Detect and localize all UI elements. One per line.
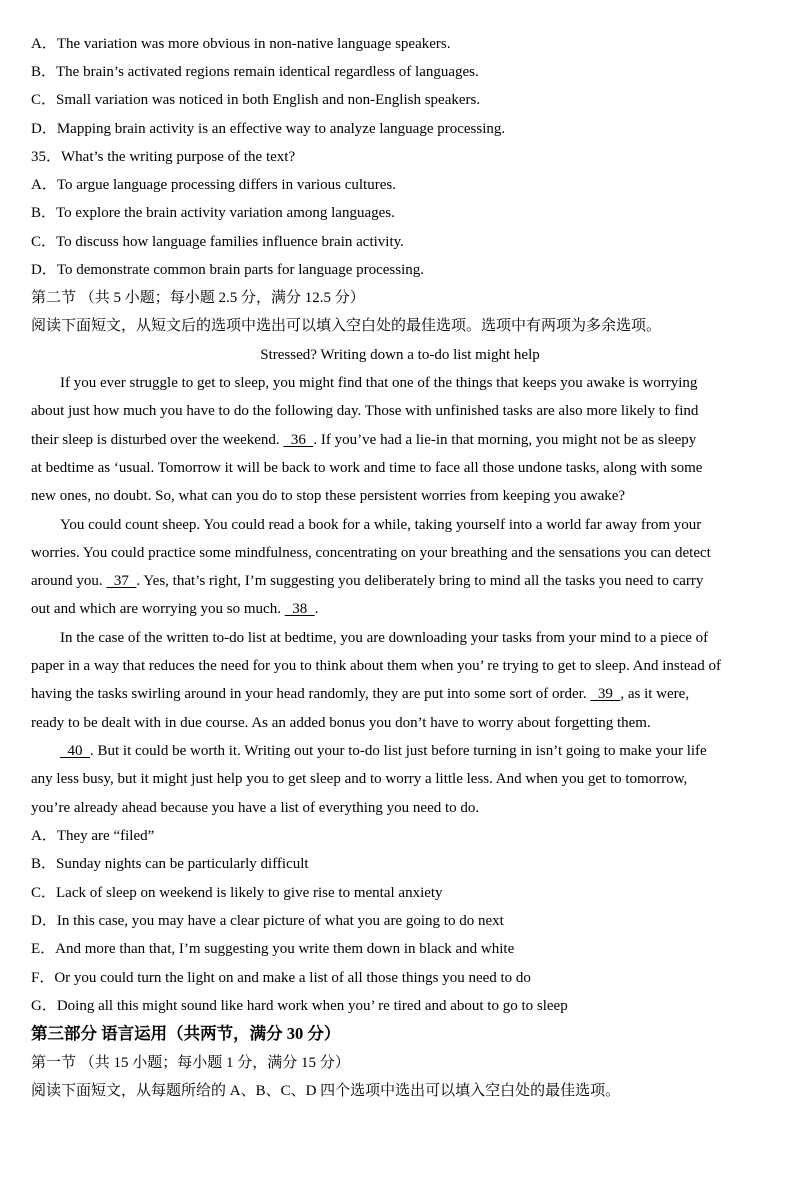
p3-line-3-post: , as it were,	[620, 686, 690, 702]
p2-line-3-pre: around you.	[31, 573, 107, 589]
p4-line-3: you’re already ahead because you have a list of everything you need to do.	[31, 800, 480, 816]
p2-line-3-post: . Yes, that’s right, I’m suggesting you deliberately bring to mind all the tasks you need to carry	[136, 573, 704, 589]
q35-option-b: B．To explore the brain activity variation among languages.	[31, 205, 395, 221]
p1-line-3	[31, 430, 770, 450]
part3-instruction: 阅读下面短文，从每题所给的 A、B、C、D 四个选项中选出可以填入空白处的最佳选项。	[31, 1083, 621, 1099]
p2-line-1: You could count sheep. You could read a book for a while, taking yourself into a world far away from your	[60, 517, 702, 533]
p4-line-2: any less busy, but it might just help you to get sleep and to worry a little less. And when you get to tomorrow,	[31, 771, 688, 787]
s2-option-c: C．Lack of sleep on weekend is likely to give rise to mental anxiety	[31, 885, 443, 901]
p1-line-4: at bedtime as ‘usual. Tomorrow it will be back to work and time to face all those undone tasks, along with some	[31, 460, 703, 476]
q35-option-d: D．To demonstrate common brain parts for language processing.	[31, 262, 425, 278]
part3-heading: 第三部分 语言运用（共两节，满分 30 分）	[31, 1024, 341, 1043]
p3-line-1: In the case of the written to-do list at bedtime, you are downloading your tasks from your mind to a piece of	[60, 630, 709, 646]
p1-line-2: about just how much you have to do the following day. Those with unfinished tasks are also more likely to find	[31, 403, 699, 419]
p3-line-3	[31, 684, 770, 704]
q35-option-c: C．To discuss how language families influence brain activity.	[31, 234, 404, 250]
s2-option-d: D．In this case, you may have a clear picture of what you are going to do next	[31, 913, 504, 929]
p3-line-4: ready to be dealt with in due course. As an added bonus you don’t have to worry about forgetting them.	[31, 715, 651, 731]
blank-36: 36	[283, 432, 314, 448]
q35-stem: 35．What’s the writing purpose of the text?	[31, 149, 296, 165]
p1-line-3-post: . If you’ve had a lie-in that morning, you might not be as sleepy	[313, 432, 697, 448]
p2-line-4-pre: out and which are worrying you so much.	[31, 601, 285, 617]
q34-option-a: A．The variation was more obvious in non-native language speakers.	[31, 36, 451, 52]
s2-option-f: F．Or you could turn the light on and make a list of all those things you need to do	[31, 970, 531, 986]
q34-option-c: C．Small variation was noticed in both English and non-English speakers.	[31, 92, 481, 108]
p2-line-3	[31, 571, 770, 591]
q34-option-d: D．Mapping brain activity is an effective way to analyze language processing.	[31, 121, 506, 137]
p2-line-4-post: .	[314, 601, 319, 617]
p1-line-1: If you ever struggle to get to sleep, you might find that one of the things that keeps you awake is worrying	[60, 375, 698, 391]
s2-option-a: A．They are “filed”	[31, 828, 155, 844]
blank-40: 40	[60, 743, 90, 759]
part3-sub-heading: 第一节 （共 15 小题；每小题 1 分，满分 15 分）	[31, 1055, 350, 1071]
p2-line-4	[31, 599, 770, 619]
p2-line-2: worries. You could practice some mindfulness, concentrating on your breathing and the sensations you can detect	[31, 545, 711, 561]
p1-line-3-pre: their sleep is disturbed over the weekend.	[31, 432, 284, 448]
p3-line-3-pre: having the tasks swirling around in your head randomly, they are put into some sort of order.	[31, 686, 591, 702]
q35-option-a: A．To argue language processing differs in various cultures.	[31, 177, 396, 193]
blank-39: 39	[590, 686, 621, 702]
blank-38: 38	[284, 601, 315, 617]
s2-option-e: E．And more than that, I’m suggesting you write them down in black and white	[31, 941, 515, 957]
p4-line-1-post: . But it could be worth it. Writing out your to-do list just before turning in isn’t going to make your life	[90, 743, 707, 759]
section2-instruction: 阅读下面短文，从短文后的选项中选出可以填入空白处的最佳选项。选项中有两项为多余选项。	[31, 318, 662, 334]
blank-37: 37	[106, 573, 137, 589]
p4-line-1	[60, 741, 770, 761]
passage-title: Stressed? Writing down a to-do list might help	[260, 347, 540, 363]
s2-option-g: G．Doing all this might sound like hard work when you’ re tired and about to go to sleep	[31, 998, 568, 1014]
p3-line-2: paper in a way that reduces the need for you to think about them when you’ re trying to get to sleep. And instead of	[31, 658, 721, 674]
q34-option-b: B．The brain’s activated regions remain identical regardless of languages.	[31, 64, 479, 80]
s2-option-b: B．Sunday nights can be particularly difficult	[31, 856, 309, 872]
section2-heading: 第二节 （共 5 小题；每小题 2.5 分，满分 12.5 分）	[31, 290, 365, 306]
p1-line-5: new ones, no doubt. So, what can you do to stop these persistent worries from keeping you awake?	[31, 488, 626, 504]
